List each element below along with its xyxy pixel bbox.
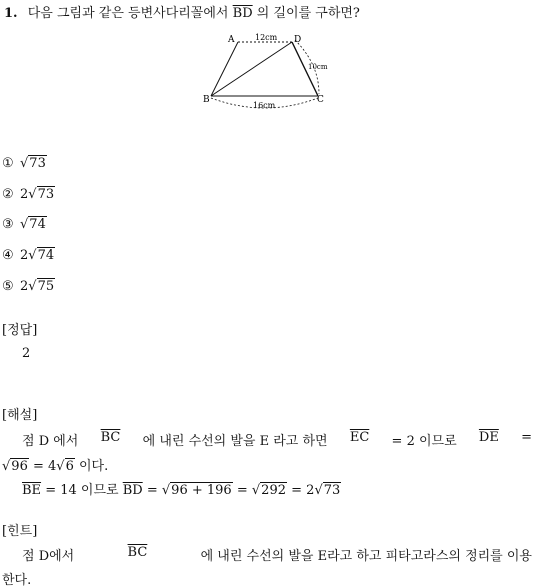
text: = 2 xyxy=(291,483,315,498)
text: 에 내린 수선의 발을 E 라고 하면 xyxy=(142,434,328,449)
choice-mark: ④ xyxy=(2,248,14,263)
text: 점 D 에서 xyxy=(22,434,79,449)
label-a: A xyxy=(228,35,235,45)
text: = xyxy=(521,430,532,445)
choice-radicand: 74 xyxy=(29,217,46,232)
choice-mark: ③ xyxy=(2,217,14,232)
radicand: 292 xyxy=(261,483,286,498)
choice-mark: ② xyxy=(2,187,14,202)
choice-coef: 2 xyxy=(20,279,29,294)
label-c: C xyxy=(317,95,324,105)
segment-de: $\overline{DE}$ xyxy=(478,430,499,445)
question-text-after: 의 길이를 구하면? xyxy=(256,6,360,21)
choice-radicand: 73 xyxy=(29,156,46,171)
choice-5: ⑤ 2√75 xyxy=(2,279,55,294)
choice-radicand: 75 xyxy=(37,279,55,294)
choice-mark: ① xyxy=(2,156,14,171)
text: = 2 이므로 xyxy=(391,434,457,449)
question-text-before: 다음 그림과 같은 등변사다리꼴에서 xyxy=(27,6,229,21)
segment-ec: $\overline{EC}$ xyxy=(349,430,370,445)
choice-3: ③ √74 xyxy=(2,217,46,232)
question xyxy=(4,2,360,21)
solution-line-3: $\overline{BE} = 14$ 이므로 $\overline{BD} = √96 + 196 = √292 = 2√73$ xyxy=(22,483,341,498)
text: 에 내린 수선의 발을 E라고 하고 피타고라스의 정리를 이용 xyxy=(200,549,532,564)
length-top: 12cm xyxy=(255,33,278,42)
segment-bc: $\overline{BC}$ xyxy=(127,545,148,560)
hint-line-2: 한다. xyxy=(2,573,32,588)
length-bottom: 16cm xyxy=(253,101,276,110)
choice-2: ② 2√73 xyxy=(2,187,55,202)
label-d: D xyxy=(294,35,302,45)
radicand: 6 xyxy=(65,459,74,474)
edge-ab xyxy=(211,42,238,96)
label-b: B xyxy=(203,95,210,105)
choice-mark: ⑤ xyxy=(2,279,14,294)
diagonal-bd xyxy=(211,42,292,96)
text: = 14 이므로 xyxy=(45,483,119,498)
answer-value: 2 xyxy=(22,346,31,361)
choice-4: ④ 2√74 xyxy=(2,248,55,263)
text: = xyxy=(146,483,158,498)
text: 점 D에서 xyxy=(22,549,75,564)
radicand: 96 xyxy=(11,459,28,474)
answer-label: [정답] xyxy=(2,323,38,338)
segment-be: $\overline{BE}$ xyxy=(22,483,42,498)
choice-coef: 2 xyxy=(20,187,29,202)
choice-radicand: 73 xyxy=(37,187,55,202)
choice-radicand: 74 xyxy=(37,248,55,263)
radicand: 96 + 196 xyxy=(171,483,232,498)
length-right: 10cm xyxy=(308,63,328,71)
question-segment: $\overline{BD}$ xyxy=(232,6,253,21)
text: 이다. xyxy=(79,459,109,474)
solution-label: [해설] xyxy=(2,408,38,423)
solution-line-1 xyxy=(22,430,532,449)
question-number: 1. xyxy=(4,6,18,21)
hint-line-1 xyxy=(22,545,532,564)
radicand: 73 xyxy=(323,483,341,498)
segment-bd: $\overline{BD}$ xyxy=(122,483,143,498)
text: = 4 xyxy=(32,459,57,474)
segment-bc: $\overline{BC}$ xyxy=(100,430,121,445)
solution-line-2: √96 = 4√6 이다. xyxy=(2,459,109,474)
choice-coef: 2 xyxy=(20,248,29,263)
text: = xyxy=(236,483,248,498)
hint-label: [힌트] xyxy=(2,524,38,539)
trapezoid-figure xyxy=(195,28,345,114)
choice-1: ① √73 xyxy=(2,156,46,171)
